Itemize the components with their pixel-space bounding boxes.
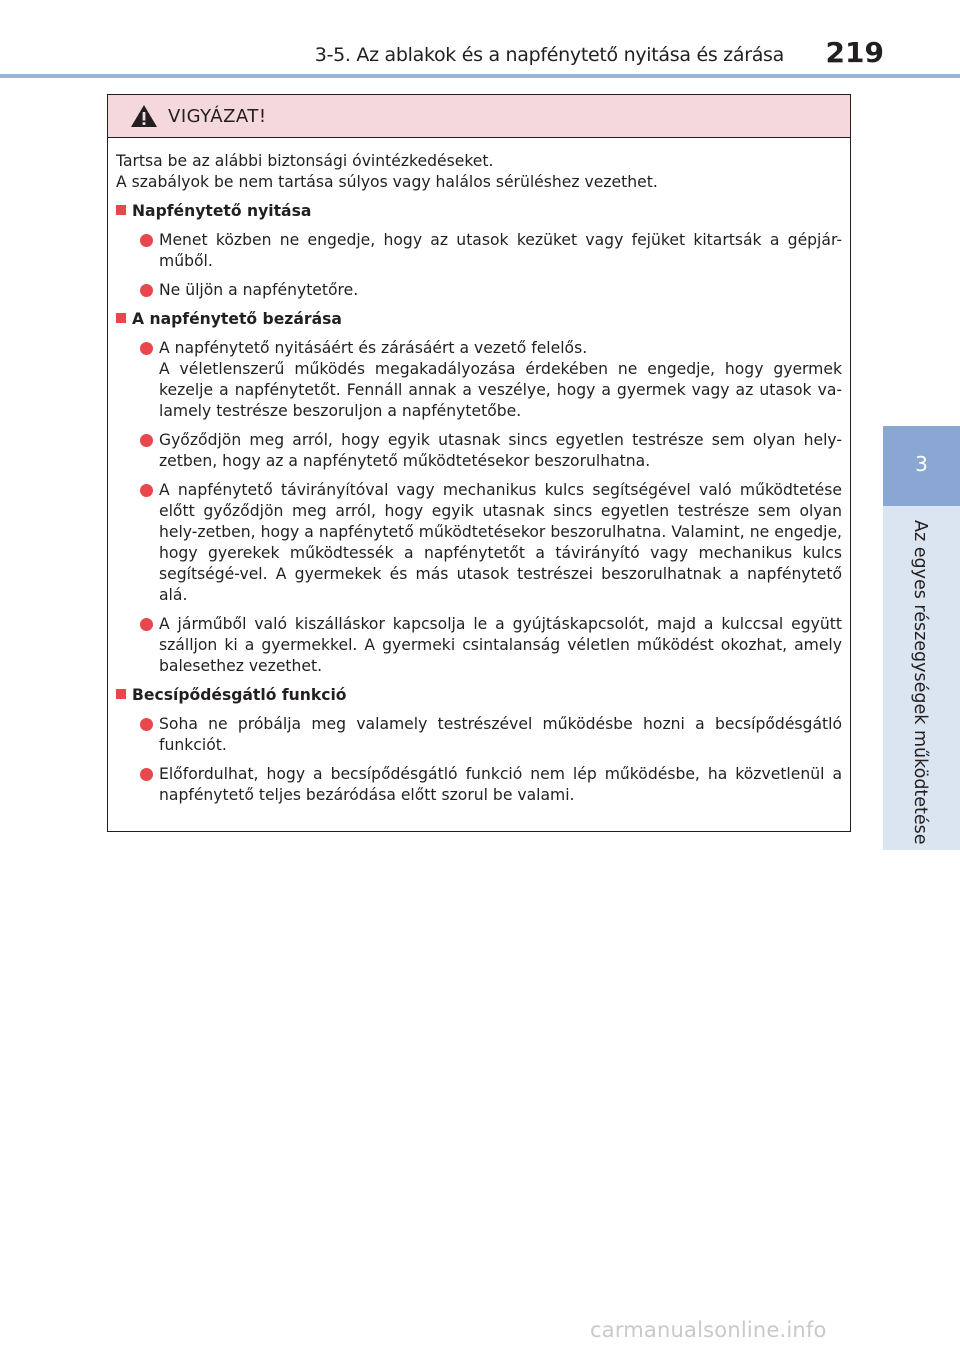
header-rule (0, 74, 960, 78)
bullet-item (116, 280, 842, 301)
round-bullet-icon (140, 234, 153, 247)
warning-box (107, 94, 851, 832)
square-bullet-icon (116, 689, 126, 699)
warning-title: VIGYÁZAT! (168, 106, 267, 127)
round-bullet-icon (140, 718, 153, 731)
bullet-text (159, 480, 842, 606)
bullet-text (159, 764, 842, 806)
running-header-title: 3-5. Az ablakok és a napfénytető nyitása és zárása (314, 44, 784, 66)
section-heading-text: Napfénytető nyitása (132, 202, 312, 220)
chapter-number: 3 (883, 426, 960, 506)
bullet-paragraph: A napfénytető távirányítóval vagy mechanikus kulcs segítségével való működtetése előtt győződjön meg arról, hogy egyik utasnak sincs egyetlen testrésze sem olyan hely-zetben, hogy a napfénytető működtetésekor beszorulhatna. Valamint, ne engedje, hogy gyerekek működtessék a napfénytetőt a távirányító vagy mechanikus kulcs segítségé-vel. A gyermekek és más utasok testrészei beszorulhatnak a napfénytető alá. (159, 481, 842, 604)
section-heading-text: Becsípődésgátló funkció (132, 686, 347, 704)
bullet-text (159, 280, 842, 301)
bullet-paragraph: Menet közben ne engedje, hogy az utasok kezüket vagy fejüket kitartsák a gépjár-műből. (159, 231, 842, 270)
bullet-item (116, 764, 842, 806)
bullet-item (116, 480, 842, 606)
bullet-text (159, 430, 842, 472)
round-bullet-icon (140, 434, 153, 447)
warning-triangle-icon (130, 104, 158, 128)
bullet-paragraph: A napfénytető nyitásáért és zárásáért a vezető felelős. (159, 339, 588, 357)
warning-header (108, 95, 850, 138)
bullet-text (159, 614, 842, 677)
bullet-item (116, 338, 842, 422)
bullet-paragraph: Ne üljön a napfénytetőre. (159, 281, 359, 299)
round-bullet-icon (140, 768, 153, 781)
watermark: carmanualsonline.info (590, 1318, 827, 1342)
warning-section (116, 309, 842, 677)
round-bullet-icon (140, 342, 153, 355)
intro-line: A szabályok be nem tartása súlyos vagy halálos sérüléshez vezethet. (116, 173, 658, 191)
bullet-text (159, 230, 842, 272)
round-bullet-icon (140, 484, 153, 497)
bullet-paragraph: Soha ne próbálja meg valamely testrészével működésbe hozni a becsípődésgátló funkciót. (159, 715, 842, 754)
section-heading (116, 685, 842, 706)
bullet-item (116, 714, 842, 756)
bullet-text (159, 338, 842, 422)
bullet-text (159, 714, 842, 756)
bullet-paragraph: Győződjön meg arról, hogy egyik utasnak sincs egyetlen testrésze sem olyan hely-zetben, hogy az a napfénytető működtetésekor beszorulhatna. (159, 431, 842, 470)
warning-sections (116, 201, 842, 806)
bullet-item (116, 230, 842, 272)
intro-line: Tartsa be az alábbi biztonsági óvintézkedéseket. (116, 152, 494, 170)
warning-body (108, 138, 850, 806)
bullet-paragraph: A véletlenszerű működés megakadályozása érdekében ne engedje, hogy gyermek kezelje a napfénytetőt. Fennáll annak a veszélye, hogy a gyermek vagy az utasok va-lamely testrésze beszoruljon a napfénytetőbe. (159, 360, 842, 420)
square-bullet-icon (116, 205, 126, 215)
round-bullet-icon (140, 618, 153, 631)
section-heading-text: A napfénytető bezárása (132, 310, 342, 328)
chapter-label: Az egyes részegységek működtetése (910, 520, 930, 845)
section-heading (116, 309, 842, 330)
warning-section (116, 201, 842, 301)
section-heading (116, 201, 842, 222)
warning-section (116, 685, 842, 806)
bullet-item (116, 430, 842, 472)
round-bullet-icon (140, 284, 153, 297)
bullet-item (116, 614, 842, 677)
bullet-paragraph: A járműből való kiszálláskor kapcsolja le a gyújtáskapcsolót, majd a kulccsal együtt szálljon ki a gyermekkel. A gyermeki csintalanság véletlen működést okozhat, amely balesethez vezethet. (159, 615, 842, 675)
bullet-paragraph: Előfordulhat, hogy a becsípődésgátló funkció nem lép működésbe, ha közvetlenül a napfénytető teljes bezáródása előtt szorul be valami. (159, 765, 842, 804)
square-bullet-icon (116, 313, 126, 323)
warning-intro (116, 151, 842, 193)
page-number: 219 (825, 36, 884, 69)
